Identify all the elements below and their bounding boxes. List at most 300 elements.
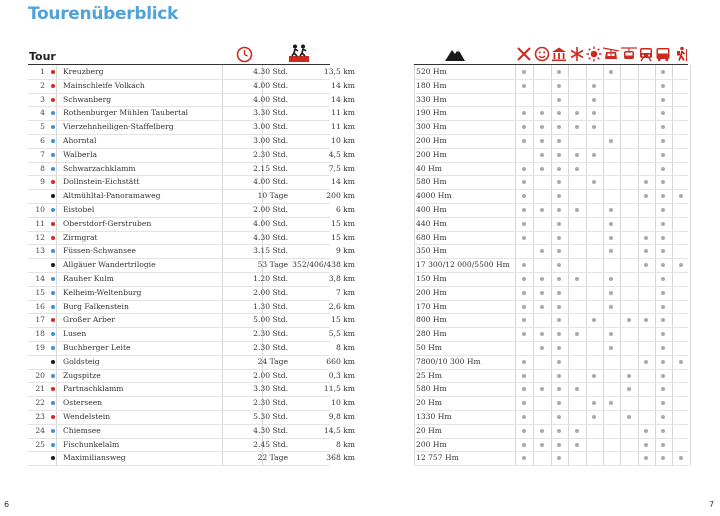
feature-dot — [557, 84, 561, 88]
feature-dot — [522, 277, 526, 281]
tour-elevation: 20 Hm — [416, 398, 442, 408]
feature-dot — [522, 360, 526, 364]
feature-dot — [540, 125, 544, 129]
table-row — [28, 217, 355, 231]
feature-dot — [557, 332, 561, 336]
table-row — [28, 65, 355, 79]
table-row — [414, 313, 688, 327]
feature-dot — [522, 125, 526, 129]
feature-dot — [661, 180, 665, 184]
feature-dot — [627, 318, 631, 322]
table-row — [414, 244, 688, 258]
table-row — [28, 396, 355, 410]
table-row — [414, 106, 688, 120]
feature-dot — [661, 346, 665, 350]
table-row — [28, 106, 355, 120]
tour-number: 13 — [35, 246, 45, 256]
tour-elevation: 330 Hm — [416, 94, 447, 104]
tour-number: 25 — [35, 439, 45, 449]
feature-dot — [644, 194, 648, 198]
tour-distance: 6 km — [335, 205, 355, 214]
feature-dot — [557, 222, 561, 226]
table-row — [28, 341, 355, 355]
feature-dot — [540, 277, 544, 281]
feature-dot — [609, 70, 613, 74]
feature-dot — [661, 263, 665, 267]
tour-elevation: 680 Hm — [416, 232, 447, 242]
tour-duration: 2.00 Std. — [253, 370, 288, 380]
feature-dot — [557, 305, 561, 309]
feature-dot — [661, 236, 665, 240]
feature-dot — [679, 360, 683, 364]
feature-dot — [592, 111, 596, 115]
feature-dot — [661, 456, 665, 460]
feature-dot — [661, 305, 665, 309]
feature-dot — [575, 167, 579, 171]
table-row — [28, 286, 355, 300]
feature-dot — [575, 125, 579, 129]
feature-dot — [540, 387, 544, 391]
feature-dot — [592, 98, 596, 102]
tour-duration: 2.30 Std. — [253, 343, 288, 352]
feature-dot — [644, 180, 648, 184]
feature-dot — [679, 263, 683, 267]
tour-elevation: 440 Hm — [416, 218, 447, 228]
tour-distance: 14,5 km — [323, 425, 355, 435]
tour-number: 9 — [40, 177, 45, 187]
table-row — [28, 272, 355, 286]
table-row — [414, 424, 688, 438]
table-row — [28, 134, 355, 148]
feature-dot — [609, 291, 613, 295]
tour-number: 6 — [40, 136, 45, 145]
table-row — [414, 327, 688, 341]
tour-distance: 200 km — [326, 191, 355, 201]
tour-name: Wendelstein — [63, 412, 111, 421]
tour-number: 1 — [40, 67, 45, 76]
feature-dot — [522, 387, 526, 391]
tour-duration: 4.30 Std. — [253, 425, 288, 435]
feature-dot — [540, 305, 544, 309]
feature-dot — [644, 263, 648, 267]
feature-dot — [661, 153, 665, 157]
feature-dot — [661, 222, 665, 226]
table-row — [28, 369, 355, 383]
feature-dot — [522, 180, 526, 184]
tour-column-header: Tour — [29, 50, 56, 63]
page-number-right: 7 — [709, 500, 715, 509]
tour-distance: 0,3 km — [328, 370, 355, 380]
tour-duration: 5.30 Std. — [253, 412, 288, 421]
tour-distance: 368 km — [326, 453, 355, 463]
tour-duration: 1.20 Std. — [253, 274, 288, 283]
feature-dot — [522, 318, 526, 322]
feature-dot — [557, 180, 561, 184]
table-row — [414, 300, 688, 314]
feature-dot — [575, 208, 579, 212]
tour-name: Zugspitze — [63, 370, 101, 380]
feature-dot — [661, 249, 665, 253]
feature-dot — [592, 153, 596, 157]
feature-dot — [644, 249, 648, 253]
tour-name: Osterseen — [63, 398, 103, 408]
feature-dot — [575, 429, 579, 433]
feature-dot — [557, 291, 561, 295]
row-separator — [414, 465, 688, 466]
tour-name: Rauher Kulm — [63, 274, 114, 283]
tour-elevation: 200 Hm — [416, 149, 447, 159]
feature-dot — [609, 277, 613, 281]
table-row — [28, 244, 355, 258]
tour-elevation: 200 Hm — [416, 136, 447, 145]
feature-dot — [627, 415, 631, 419]
tour-duration: 2.45 Std. — [253, 439, 288, 449]
tour-duration: 4.00 Std. — [253, 80, 288, 90]
food-icon — [516, 46, 532, 62]
tour-name: Zirmgrat — [63, 232, 98, 242]
tour-elevation: 280 Hm — [416, 329, 447, 339]
tour-distance: 7 km — [335, 287, 355, 297]
feature-dot — [661, 125, 665, 129]
feature-dot — [557, 374, 561, 378]
pilgrim-icon — [673, 46, 689, 62]
tour-distance: 9,8 km — [328, 412, 355, 421]
feature-dot — [609, 236, 613, 240]
feature-dot — [661, 208, 665, 212]
tour-duration: 2.30 Std. — [253, 149, 288, 159]
feature-dot — [557, 153, 561, 157]
tour-distance: 11 km — [331, 122, 355, 132]
tour-distance: 8 km — [335, 343, 355, 352]
tour-distance: 15 km — [331, 232, 355, 242]
feature-dot — [522, 222, 526, 226]
table-row — [28, 93, 355, 107]
feature-dot — [522, 194, 526, 198]
tour-name: Allgäuer Wandertrilogie — [63, 260, 156, 270]
tour-distance: 4,5 km — [328, 149, 355, 159]
feature-dot — [661, 98, 665, 102]
tour-elevation: 300 Hm — [416, 122, 447, 132]
feature-dot — [522, 236, 526, 240]
feature-dot — [661, 70, 665, 74]
table-row — [414, 438, 688, 452]
tour-distance: 15 km — [331, 315, 355, 325]
feature-dot — [575, 332, 579, 336]
feature-dot — [609, 222, 613, 226]
mountain-icon — [445, 47, 465, 61]
feature-dot — [522, 208, 526, 212]
table-row — [414, 286, 688, 300]
table-row — [414, 355, 688, 369]
tour-name: Partnachklamm — [63, 384, 124, 394]
table-row — [414, 79, 688, 93]
feature-dot — [557, 98, 561, 102]
feature-dot — [661, 84, 665, 88]
feature-dot — [661, 167, 665, 171]
tour-duration: 22 Tage — [257, 453, 288, 463]
tour-name: Burg Falkenstein — [63, 301, 129, 311]
feature-dot — [522, 70, 526, 74]
table-row — [28, 79, 355, 93]
feature-dot — [540, 167, 544, 171]
table-row — [28, 451, 355, 465]
tour-elevation: 17 300/12 000/5500 Hm — [416, 260, 510, 270]
table-row — [414, 272, 688, 286]
tour-elevation: 400 Hm — [416, 205, 447, 214]
feature-dot — [557, 443, 561, 447]
feature-dot — [557, 401, 561, 405]
tour-name: Rothenburger Mühlen Taubertal — [63, 108, 189, 118]
feature-dot — [540, 429, 544, 433]
feature-dot — [557, 167, 561, 171]
feature-dot — [557, 415, 561, 419]
feature-dot — [522, 139, 526, 143]
feature-dot — [557, 139, 561, 143]
tour-number: 14 — [35, 274, 45, 283]
feature-dot — [557, 236, 561, 240]
table-row — [28, 300, 355, 314]
table-row — [414, 134, 688, 148]
tour-distance: 14 km — [331, 80, 355, 90]
feature-dot — [661, 277, 665, 281]
tour-number: 11 — [35, 218, 45, 228]
tour-elevation: 7800/10 300 Hm — [416, 356, 481, 366]
tour-duration: 5.00 Std. — [253, 315, 288, 325]
tour-number: 10 — [35, 205, 45, 214]
feature-dot — [575, 387, 579, 391]
tour-number: 12 — [35, 232, 45, 242]
tour-duration: 3.30 Std. — [253, 108, 288, 118]
table-row — [414, 120, 688, 134]
feature-dot — [661, 374, 665, 378]
tour-duration: 3.15 Std. — [253, 246, 288, 256]
feature-dot — [644, 443, 648, 447]
tour-elevation: 25 Hm — [416, 370, 442, 380]
tour-duration: 4.00 Std. — [253, 94, 288, 104]
feature-dot — [522, 443, 526, 447]
table-row — [414, 65, 688, 79]
table-row — [414, 258, 688, 272]
feature-dot — [557, 249, 561, 253]
train-icon — [638, 46, 654, 62]
family-icon — [534, 46, 550, 62]
table-row — [414, 451, 688, 465]
feature-dot — [609, 139, 613, 143]
tour-elevation: 12 757 Hm — [416, 453, 459, 463]
tour-distance: 8 km — [335, 439, 355, 449]
tour-number: 22 — [35, 398, 45, 408]
tour-name: Chiemsee — [63, 425, 101, 435]
feature-dot — [592, 125, 596, 129]
tour-elevation: 200 Hm — [416, 287, 447, 297]
summer-icon — [586, 46, 602, 62]
feature-dot — [540, 153, 544, 157]
table-row — [28, 313, 355, 327]
tour-elevation: 580 Hm — [416, 177, 447, 187]
tour-number: 21 — [35, 384, 45, 394]
table-row — [28, 438, 355, 452]
table-row — [28, 327, 355, 341]
tour-duration: 3.30 Std. — [253, 384, 288, 394]
tour-number: 15 — [35, 287, 45, 297]
feature-dot — [522, 167, 526, 171]
tour-name: Großer Arber — [63, 315, 115, 325]
feature-dot — [522, 305, 526, 309]
tour-name: Schwarzachklamm — [63, 163, 136, 173]
tour-duration: 3.00 Std. — [253, 136, 288, 145]
feature-dot — [540, 332, 544, 336]
table-row — [414, 410, 688, 424]
feature-dot — [557, 346, 561, 350]
table-row — [28, 203, 355, 217]
tour-duration: 3.00 Std. — [253, 122, 288, 132]
tour-number: 19 — [35, 343, 45, 352]
feature-dot — [540, 443, 544, 447]
feature-dot — [661, 429, 665, 433]
feature-dot — [522, 456, 526, 460]
hikers-icon — [289, 44, 309, 63]
feature-dot — [575, 443, 579, 447]
winter-icon — [569, 46, 585, 62]
feature-dot — [644, 456, 648, 460]
tour-elevation: 4000 Hm — [416, 191, 452, 201]
feature-dot — [557, 360, 561, 364]
tour-distance: 11,5 km — [323, 384, 355, 394]
tour-number: 2 — [40, 80, 45, 90]
feature-dot — [557, 111, 561, 115]
tour-distance: 7,5 km — [328, 163, 355, 173]
tour-duration: 2.15 Std. — [253, 163, 288, 173]
page-title: Tourenüberblick — [28, 4, 179, 24]
feature-dot — [522, 263, 526, 267]
table-row — [414, 396, 688, 410]
feature-dot — [609, 346, 613, 350]
tour-number: 24 — [35, 425, 45, 435]
feature-dot — [557, 263, 561, 267]
table-row — [28, 120, 355, 134]
feature-dot — [661, 194, 665, 198]
feature-dot — [644, 360, 648, 364]
tour-name: Maximiliansweg — [63, 453, 126, 463]
feature-dot — [644, 429, 648, 433]
culture-icon — [551, 46, 567, 62]
table-row — [414, 369, 688, 383]
tour-number: 7 — [40, 149, 45, 159]
tour-distance: 15 km — [331, 218, 355, 228]
table-row — [28, 410, 355, 424]
table-row — [28, 162, 355, 176]
tour-elevation: 800 Hm — [416, 315, 447, 325]
feature-dot — [627, 387, 631, 391]
cable-car-icon — [603, 46, 619, 62]
table-row — [28, 148, 355, 162]
feature-dot — [540, 139, 544, 143]
table-row — [28, 231, 355, 245]
feature-dot — [609, 332, 613, 336]
tour-elevation: 520 Hm — [416, 67, 447, 76]
tour-name: Fischunkelalm — [63, 439, 120, 449]
clock-icon — [236, 46, 253, 63]
tour-elevation: 190 Hm — [416, 108, 447, 118]
feature-dot — [557, 277, 561, 281]
feature-dot — [661, 415, 665, 419]
feature-dot — [540, 249, 544, 253]
table-row — [414, 162, 688, 176]
feature-dot — [609, 401, 613, 405]
feature-dot — [522, 332, 526, 336]
tour-number: 8 — [40, 163, 45, 173]
tour-distance: 11 km — [331, 108, 355, 118]
feature-dot — [540, 346, 544, 350]
feature-dot — [522, 291, 526, 295]
feature-dot — [575, 277, 579, 281]
table-row — [28, 258, 355, 272]
tour-duration: 53 Tage — [257, 260, 288, 270]
table-row — [28, 382, 355, 396]
tour-number: 18 — [35, 329, 45, 339]
tour-name: Oberstdorf-Gerstruben — [63, 218, 152, 228]
tour-elevation: 20 Hm — [416, 425, 442, 435]
feature-dot — [661, 291, 665, 295]
tour-elevation: 50 Hm — [416, 343, 442, 352]
table-row — [28, 355, 355, 369]
tour-distance: 14 km — [331, 177, 355, 187]
tour-name: Buchberger Leite — [63, 343, 131, 352]
tour-duration: 2.30 Std. — [253, 398, 288, 408]
tour-name: Walberla — [63, 149, 98, 159]
table-row — [28, 424, 355, 438]
feature-dot — [557, 208, 561, 212]
tour-name: Kreuzberg — [63, 67, 104, 76]
tour-elevation: 150 Hm — [416, 274, 447, 283]
table-row — [414, 341, 688, 355]
feature-dot — [522, 84, 526, 88]
feature-dot — [661, 360, 665, 364]
table-row — [28, 189, 355, 203]
feature-dot — [522, 415, 526, 419]
table-row — [414, 217, 688, 231]
feature-dot — [540, 291, 544, 295]
table-row — [414, 189, 688, 203]
tour-duration: 10 Tage — [257, 191, 288, 201]
feature-dot — [644, 318, 648, 322]
feature-dot — [609, 208, 613, 212]
tour-elevation: 200 Hm — [416, 439, 447, 449]
feature-dot — [557, 387, 561, 391]
tour-distance: 14 km — [331, 94, 355, 104]
table-row — [414, 203, 688, 217]
tour-distance: 2,6 km — [328, 301, 355, 311]
tour-name: Füssen-Schwansee — [63, 246, 137, 256]
feature-dot — [592, 318, 596, 322]
feature-dot — [575, 111, 579, 115]
feature-dot — [679, 456, 683, 460]
table-row — [414, 93, 688, 107]
tour-name: Mainschleife Volkach — [63, 80, 145, 90]
feature-dot — [661, 318, 665, 322]
tour-number: 5 — [40, 122, 45, 132]
feature-dot — [522, 374, 526, 378]
feature-dot — [661, 332, 665, 336]
tour-name: Ahorntal — [63, 136, 97, 145]
tour-name: Lusen — [63, 329, 87, 339]
tour-distance: 10 km — [331, 136, 355, 145]
feature-dot — [557, 429, 561, 433]
feature-dot — [661, 401, 665, 405]
tour-distance: 352/406/438 km — [292, 260, 355, 270]
feature-dot — [592, 180, 596, 184]
feature-dot — [661, 387, 665, 391]
